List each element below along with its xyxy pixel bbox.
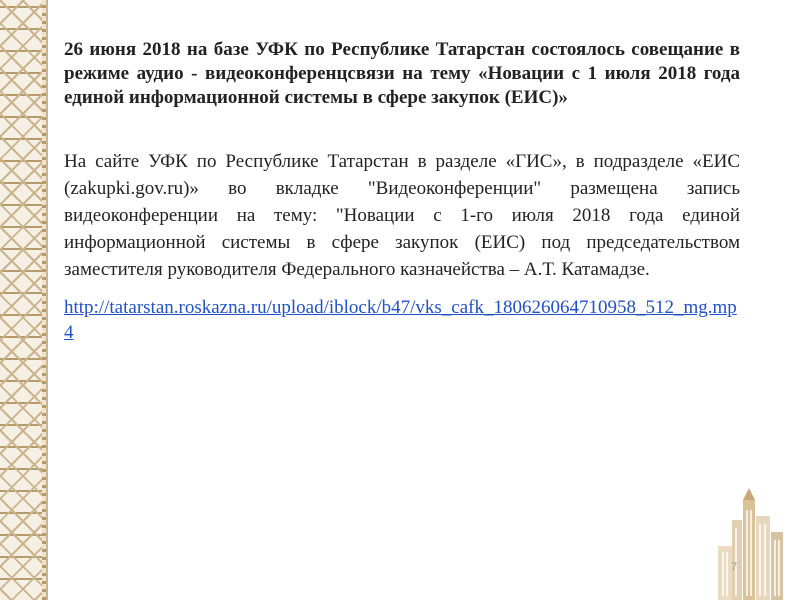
building-illustration: [708, 488, 794, 600]
body-text: На сайте УФК по Республике Татарстан в разделе «ГИС», в подразделе «ЕИС (zakupki.gov.ru)» во вкладке "Видеоконференции" размещена запись видеоконференции на тему: "Новации с 1-го июля 2018 года единой информационной системы в сфере закупок (ЕИС) под председательством заместителя руководителя Федерального казначейства – А.Т. Катамадзе.: [64, 151, 740, 280]
video-link[interactable]: http://tatarstan.roskazna.ru/upload/iblock/b47/vks_cafk_180626064710958_512_mg.mp4: [64, 297, 737, 343]
page-number: 7: [731, 561, 738, 573]
headline: 26 июня 2018 на базе УФК по Республике Татарстан состоялось совещание в режиме аудио - видеоконференцсвязи на тему «Новации с 1 июля 2018 года единой информационной системы в сфере закупок (ЕИС)»: [64, 39, 740, 108]
slide-content: [64, 38, 740, 345]
ornamental-border: [0, 0, 48, 600]
